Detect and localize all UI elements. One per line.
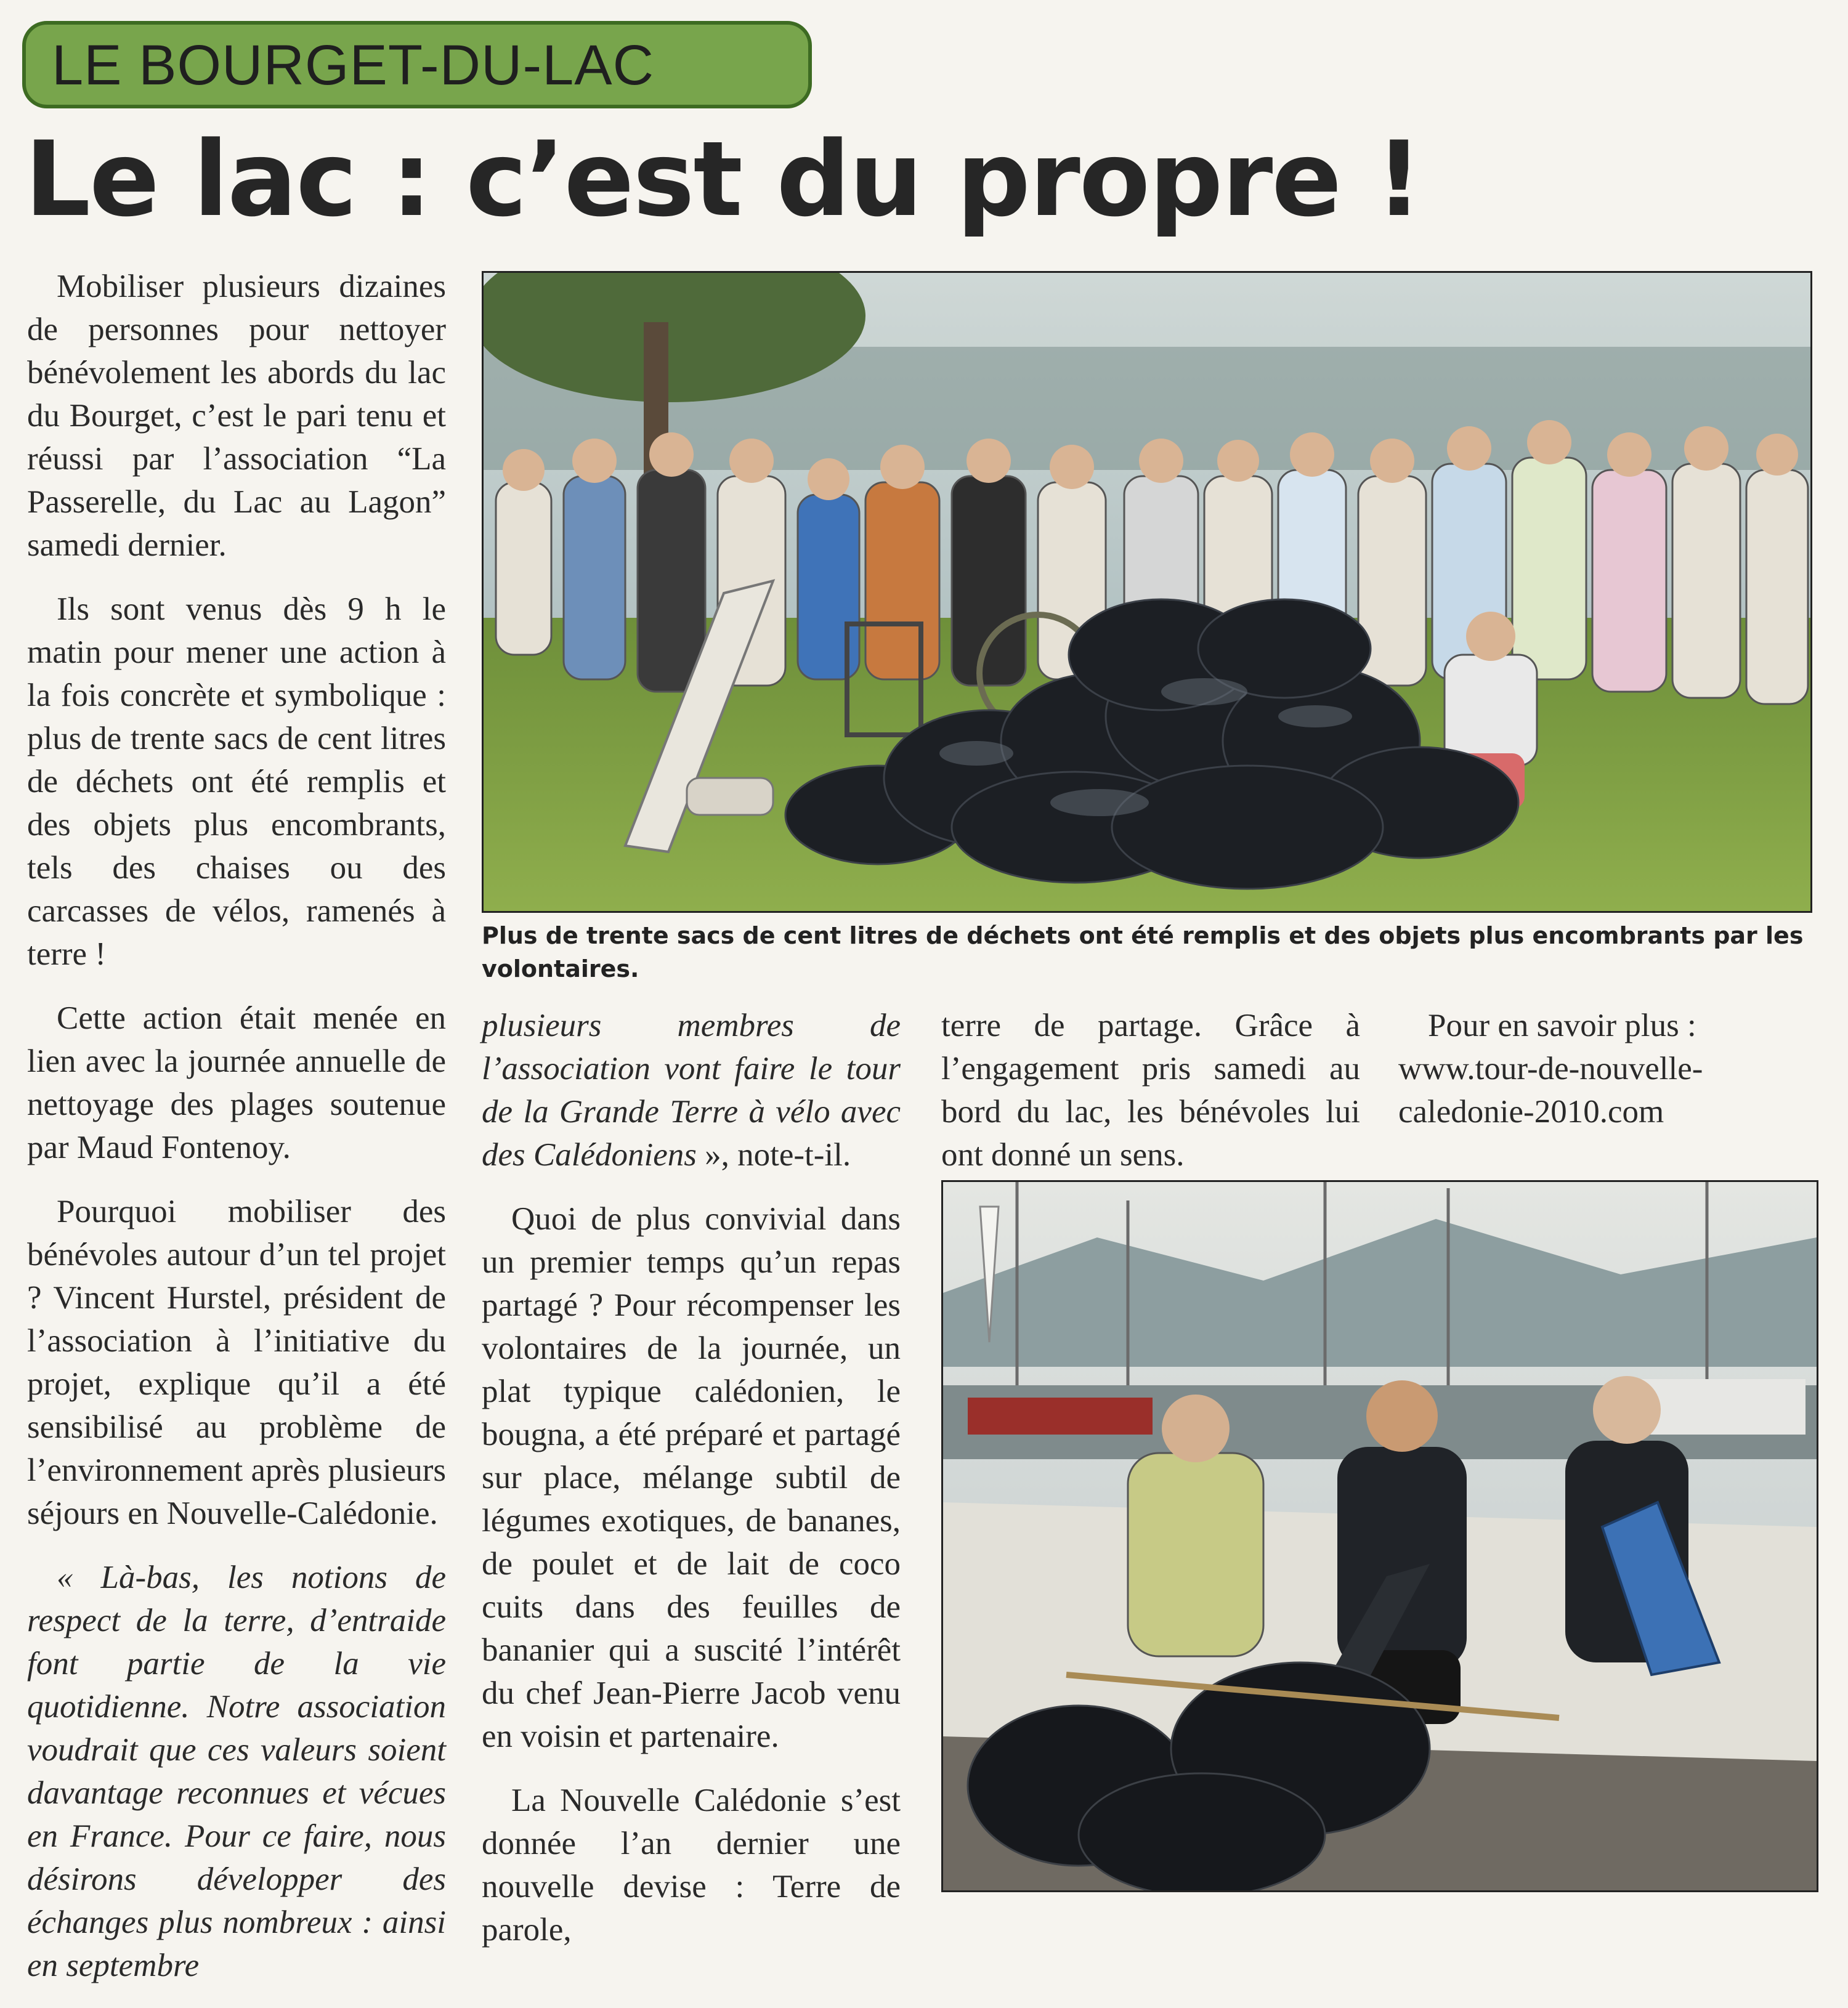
paragraph: Mobiliser plusieurs dizaines de personnes pour nettoyer bénévolement les abords du lac du Bourget, c’est le pari tenu et réussi par l’association “La Passerelle, du Lac au Lagon” samedi dernier.: [27, 269, 446, 563]
photo-divers-boat: [941, 1180, 1818, 1892]
paragraph: La Nouvelle Calédonie s’est donnée l’an dernier une nouvelle devise : Terre de parole,: [482, 1783, 901, 1948]
section-banner: [22, 21, 812, 108]
quote-paragraph: [27, 1556, 446, 1987]
section-label: LE BOURGET-DU-LAC: [52, 34, 655, 97]
quote-text: « Là-bas, les notions de respect de la terre, d’entraide font partie de la vie quotidienne. Notre association voudrait que ces valeurs soient davantage reconnues et vécues en France. Pour ce faire, nous désirons développer des échanges plus nombreux : ainsi en septembre: [27, 1560, 446, 1983]
more-info-link-text: Pour en savoir plus : www.tour-de-nouvelle-caledonie-2010.com: [1398, 1008, 1703, 1130]
paragraph: Quoi de plus convivial dans un premier temps qu’un repas partagé ? Pour récompenser les volontaires de la journée, un plat typique calédonien, le bougna, a été préparé et partagé sur place, mélange subtil de légumes exotiques, de bananes, de poulet et de lait de coco cuits dans des feuilles de bananier qui a suscité l’intérêt du chef Jean-Pierre Jacob venu en voisin et partenaire.: [482, 1201, 901, 1754]
paragraph-continued: terre de partage. Grâce à l’engagement pris samedi au bord du lac, les bénévoles lui ont donné un sens.: [941, 1008, 1360, 1173]
article-column-1: [27, 265, 446, 2008]
photo-caption: Plus de trente sacs de cent litres de déchets ont été remplis et des objets plus encombrants par les volontaires.: [482, 922, 1804, 982]
paragraph: Ils sont venus dès 9 h le matin pour mener une action à la fois concrète et symbolique : plus de trente sacs de cent litres de déchets ont été remplis et des objets plus encombrants, tels des chaises ou des carcasses de vélos, ramenés à terre !: [27, 591, 446, 972]
photo-volunteers-group: [482, 271, 1812, 913]
article-column-2: [482, 1004, 901, 1972]
paragraph: Pourquoi mobiliser des bénévoles autour d’un tel projet ? Vincent Hurstel, président de l’association à l’initiative du projet, explique qu’il a été sensibilisé au problème de l’environnement après plusieurs séjours en Nouvelle-Calédonie.: [27, 1194, 446, 1531]
article-column-4: [1398, 1004, 1817, 1154]
paragraph-continued: [482, 1004, 901, 1176]
quote-attribution: », note-t-il.: [696, 1137, 851, 1173]
article-column-3: [941, 1004, 1360, 1197]
quote-text: plusieurs membres de l’association vont faire le tour de la Grande Terre à vélo avec des Calédoniens: [482, 1008, 901, 1173]
headline: Le lac : c’est du propre !: [25, 119, 1422, 240]
paragraph: Cette action était menée en lien avec la journée annuelle de nettoyage des plages soutenue par Maud Fontenoy.: [27, 1000, 446, 1165]
